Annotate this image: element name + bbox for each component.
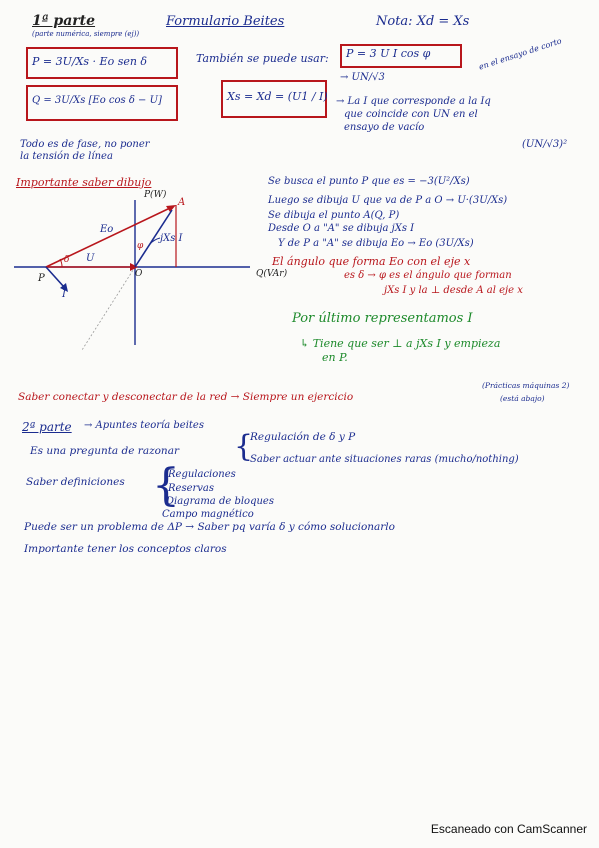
regulation-item: Regulación de δ y P (250, 431, 356, 443)
u-label: U (86, 253, 95, 264)
axis-q-label: Q(VAr) (256, 269, 288, 279)
point-p-label: P (38, 273, 45, 284)
diagram-step-1: Se busca el punto P que es = −3(U²/Xs) (268, 176, 470, 187)
definitions-label: Saber definiciones (26, 476, 125, 488)
xs-formula: Xs = Xd = (U1 / I) (227, 90, 328, 103)
jxsi-label: jXs I (160, 233, 183, 244)
practice-note: (Prácticas máquinas 2) (482, 381, 570, 390)
diagram-step-7: es δ → φ es el ángulo que forman (344, 270, 512, 281)
definition-block-diagram: Diagrama de bloques (166, 496, 274, 507)
concepts-note: Importante tener los conceptos claros (24, 543, 227, 555)
final-step-1: Por último representamos I (292, 311, 473, 326)
connect-note: Saber conectar y desconectar de la red → Siempre un ejercicio (18, 391, 354, 403)
problem-note: Puede ser un problema de ΔP → Saber pq varía δ y cómo solucionarlo (24, 521, 395, 533)
current-i-label: I (62, 289, 66, 300)
definition-reserves: Reservas (168, 483, 215, 494)
act-item: Saber actuar ante situaciones raras (mucho/nothing) (250, 454, 519, 465)
part2-apuntes: → Apuntes teoría beites (84, 420, 204, 431)
final-step-2: ↳ Tiene que ser ⊥ a jXs I y empieza (300, 337, 501, 350)
current-note-2: que coincide con UN en el (344, 109, 478, 120)
delta-label: δ (64, 255, 70, 265)
q-formula: Q = 3U/Xs [Eo cos δ − U] (32, 95, 162, 106)
also-use-text: También se puede usar: (196, 52, 329, 65)
definition-regulations: Regulaciones (168, 469, 236, 480)
phase-note-2: la tensión de línea (20, 151, 113, 162)
brace-1: { (234, 429, 254, 464)
eo-label: Eo (100, 224, 114, 235)
diagram-step-5: Y de P a "A" se dibuja Eo → Eo (3U/Xs) (278, 238, 474, 249)
un-squared-note: (UN/√3)² (522, 139, 568, 150)
diagram-step-3: Se dibuja el punto A(Q, P) (268, 210, 400, 221)
reasoning-question: Es una pregunta de razonar (30, 445, 179, 457)
phase-note-1: Todo es de fase, no poner (20, 139, 150, 150)
p-formula: P = 3U/Xs · Eo sen δ (32, 55, 148, 68)
diagram-step-2: Luego se dibuja U que va de P a O → U·(3U/Xs) (268, 195, 508, 206)
doc-title: Formulario Beites (166, 14, 285, 29)
current-note-1: → La I que corresponde a la Iq (336, 96, 491, 107)
practice-note-2: (está abajo) (500, 394, 545, 403)
short-circuit-note: en el ensayo de corto (477, 36, 563, 72)
brace-2: { (152, 460, 180, 511)
p-alt-formula: P = 3 U I cos φ (346, 47, 431, 60)
point-a-label: A (178, 197, 186, 208)
part1-note: (parte numérica, siempre (ej)) (32, 30, 140, 38)
un-sqrt3: → UN/√3 (340, 72, 385, 83)
definition-magnetic-field: Campo magnético (162, 509, 254, 520)
final-step-3: en P. (322, 351, 348, 364)
note-xd-xs: Nota: Xd = Xs (376, 14, 470, 29)
diagram-step-4: Desde O a "A" se dibuja jXs I (268, 223, 415, 234)
diagram-step-6: El ángulo que forma Eo con el eje x (272, 255, 471, 268)
current-note-3: ensayo de vacío (344, 122, 425, 133)
part1-title: 1ª parte (32, 13, 96, 29)
important-diagram: Importante saber dibujo (16, 176, 152, 189)
phi-label: φ (137, 241, 144, 251)
point-o-label: O (135, 269, 143, 279)
axis-p-label: P(W) (144, 190, 167, 200)
camscanner-footer: Escaneado con CamScanner (430, 822, 587, 836)
part2-title: 2ª parte (22, 420, 72, 434)
diagram-step-8: jXs I y la ⊥ desde A al eje x (384, 285, 523, 296)
